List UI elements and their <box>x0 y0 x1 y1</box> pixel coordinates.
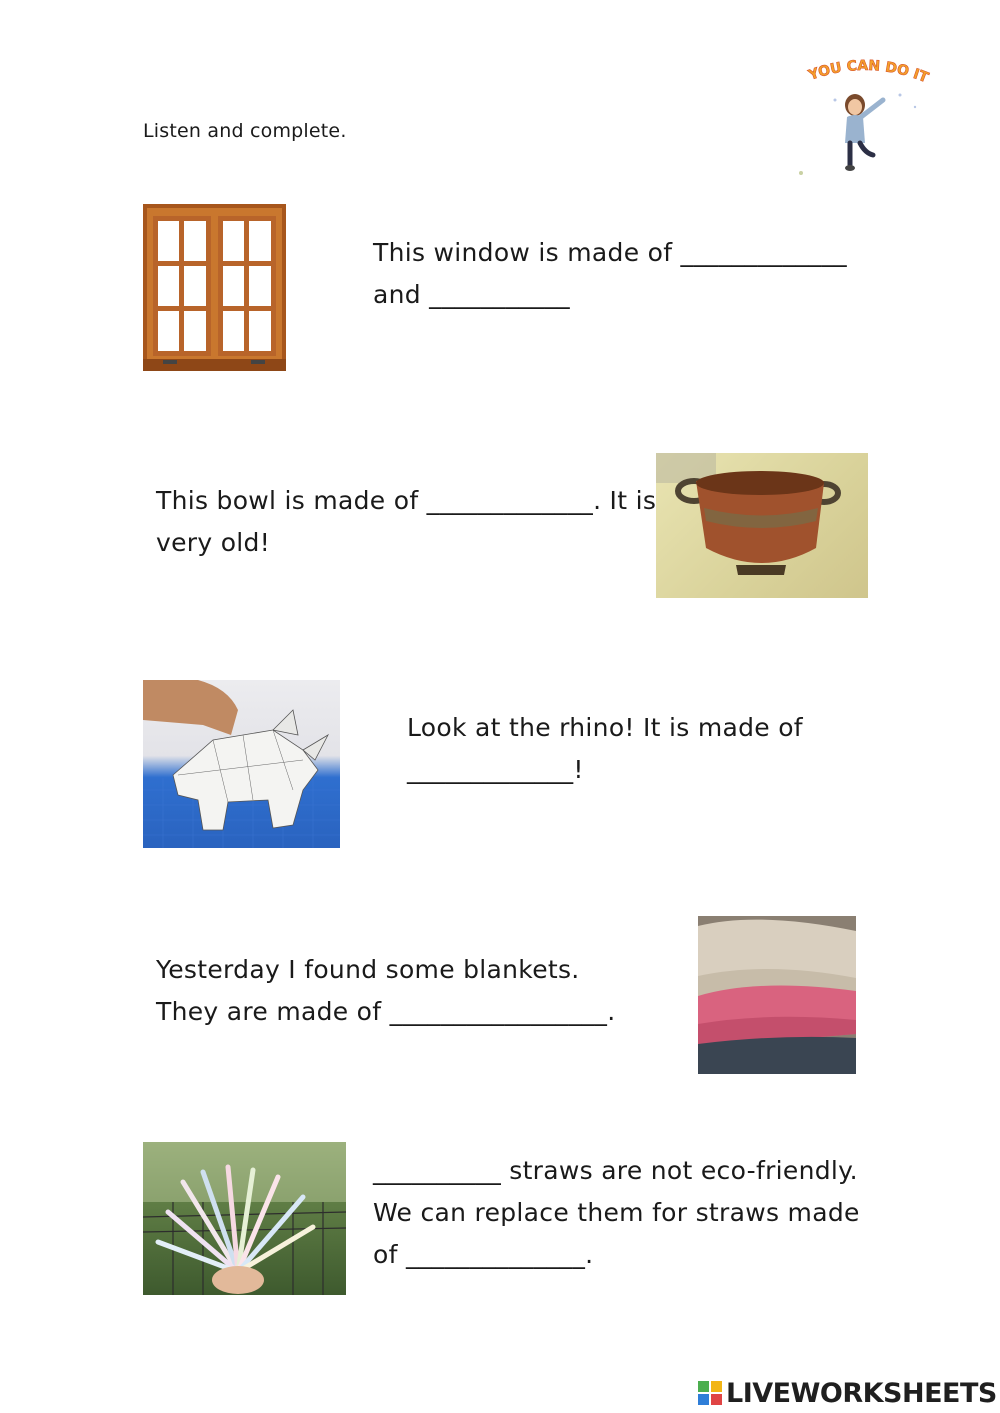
paper-rhino-picture <box>143 680 340 848</box>
liveworksheets-icon <box>698 1381 722 1405</box>
item-straws-line-3: of ______________. <box>373 1240 594 1269</box>
blankets-picture <box>698 916 856 1074</box>
mascot-caption: YOU CAN DO IT <box>806 57 931 87</box>
liveworksheets-logo <box>698 1378 997 1408</box>
item-window-text <box>373 232 847 316</box>
item-bowl-line-2: very old! <box>156 528 271 557</box>
item-window-line-1: This window is made of _____________ <box>373 238 847 267</box>
window-picture <box>143 204 286 371</box>
item-window-line-2: and ___________ <box>373 280 570 309</box>
item-blankets-line-2: They are made of _________________. <box>156 997 616 1026</box>
item-straws-line-1: __________ straws are not eco-friendly. <box>373 1156 858 1185</box>
item-bowl-text <box>156 480 656 564</box>
item-straws-line-2: We can replace them for straws made <box>373 1198 860 1227</box>
straws-picture <box>143 1142 346 1295</box>
bowl-picture <box>656 453 868 598</box>
brand-name: LIVEWORKSHEETS <box>726 1377 997 1409</box>
item-rhino-text <box>407 707 803 791</box>
item-bowl-line-1: This bowl is made of _____________. It is <box>156 486 657 515</box>
item-rhino-line-1: Look at the rhino! It is made of <box>407 713 803 742</box>
svg-text:YOU CAN DO IT! <box>795 55 931 87</box>
item-straws-text <box>373 1150 860 1276</box>
instruction-text: Listen and complete. <box>143 120 347 142</box>
item-blankets-text <box>156 949 615 1033</box>
mascot-illustration <box>795 55 935 180</box>
item-blankets-line-1: Yesterday I found some blankets. <box>156 955 580 984</box>
item-rhino-line-2: _____________! <box>407 755 584 784</box>
